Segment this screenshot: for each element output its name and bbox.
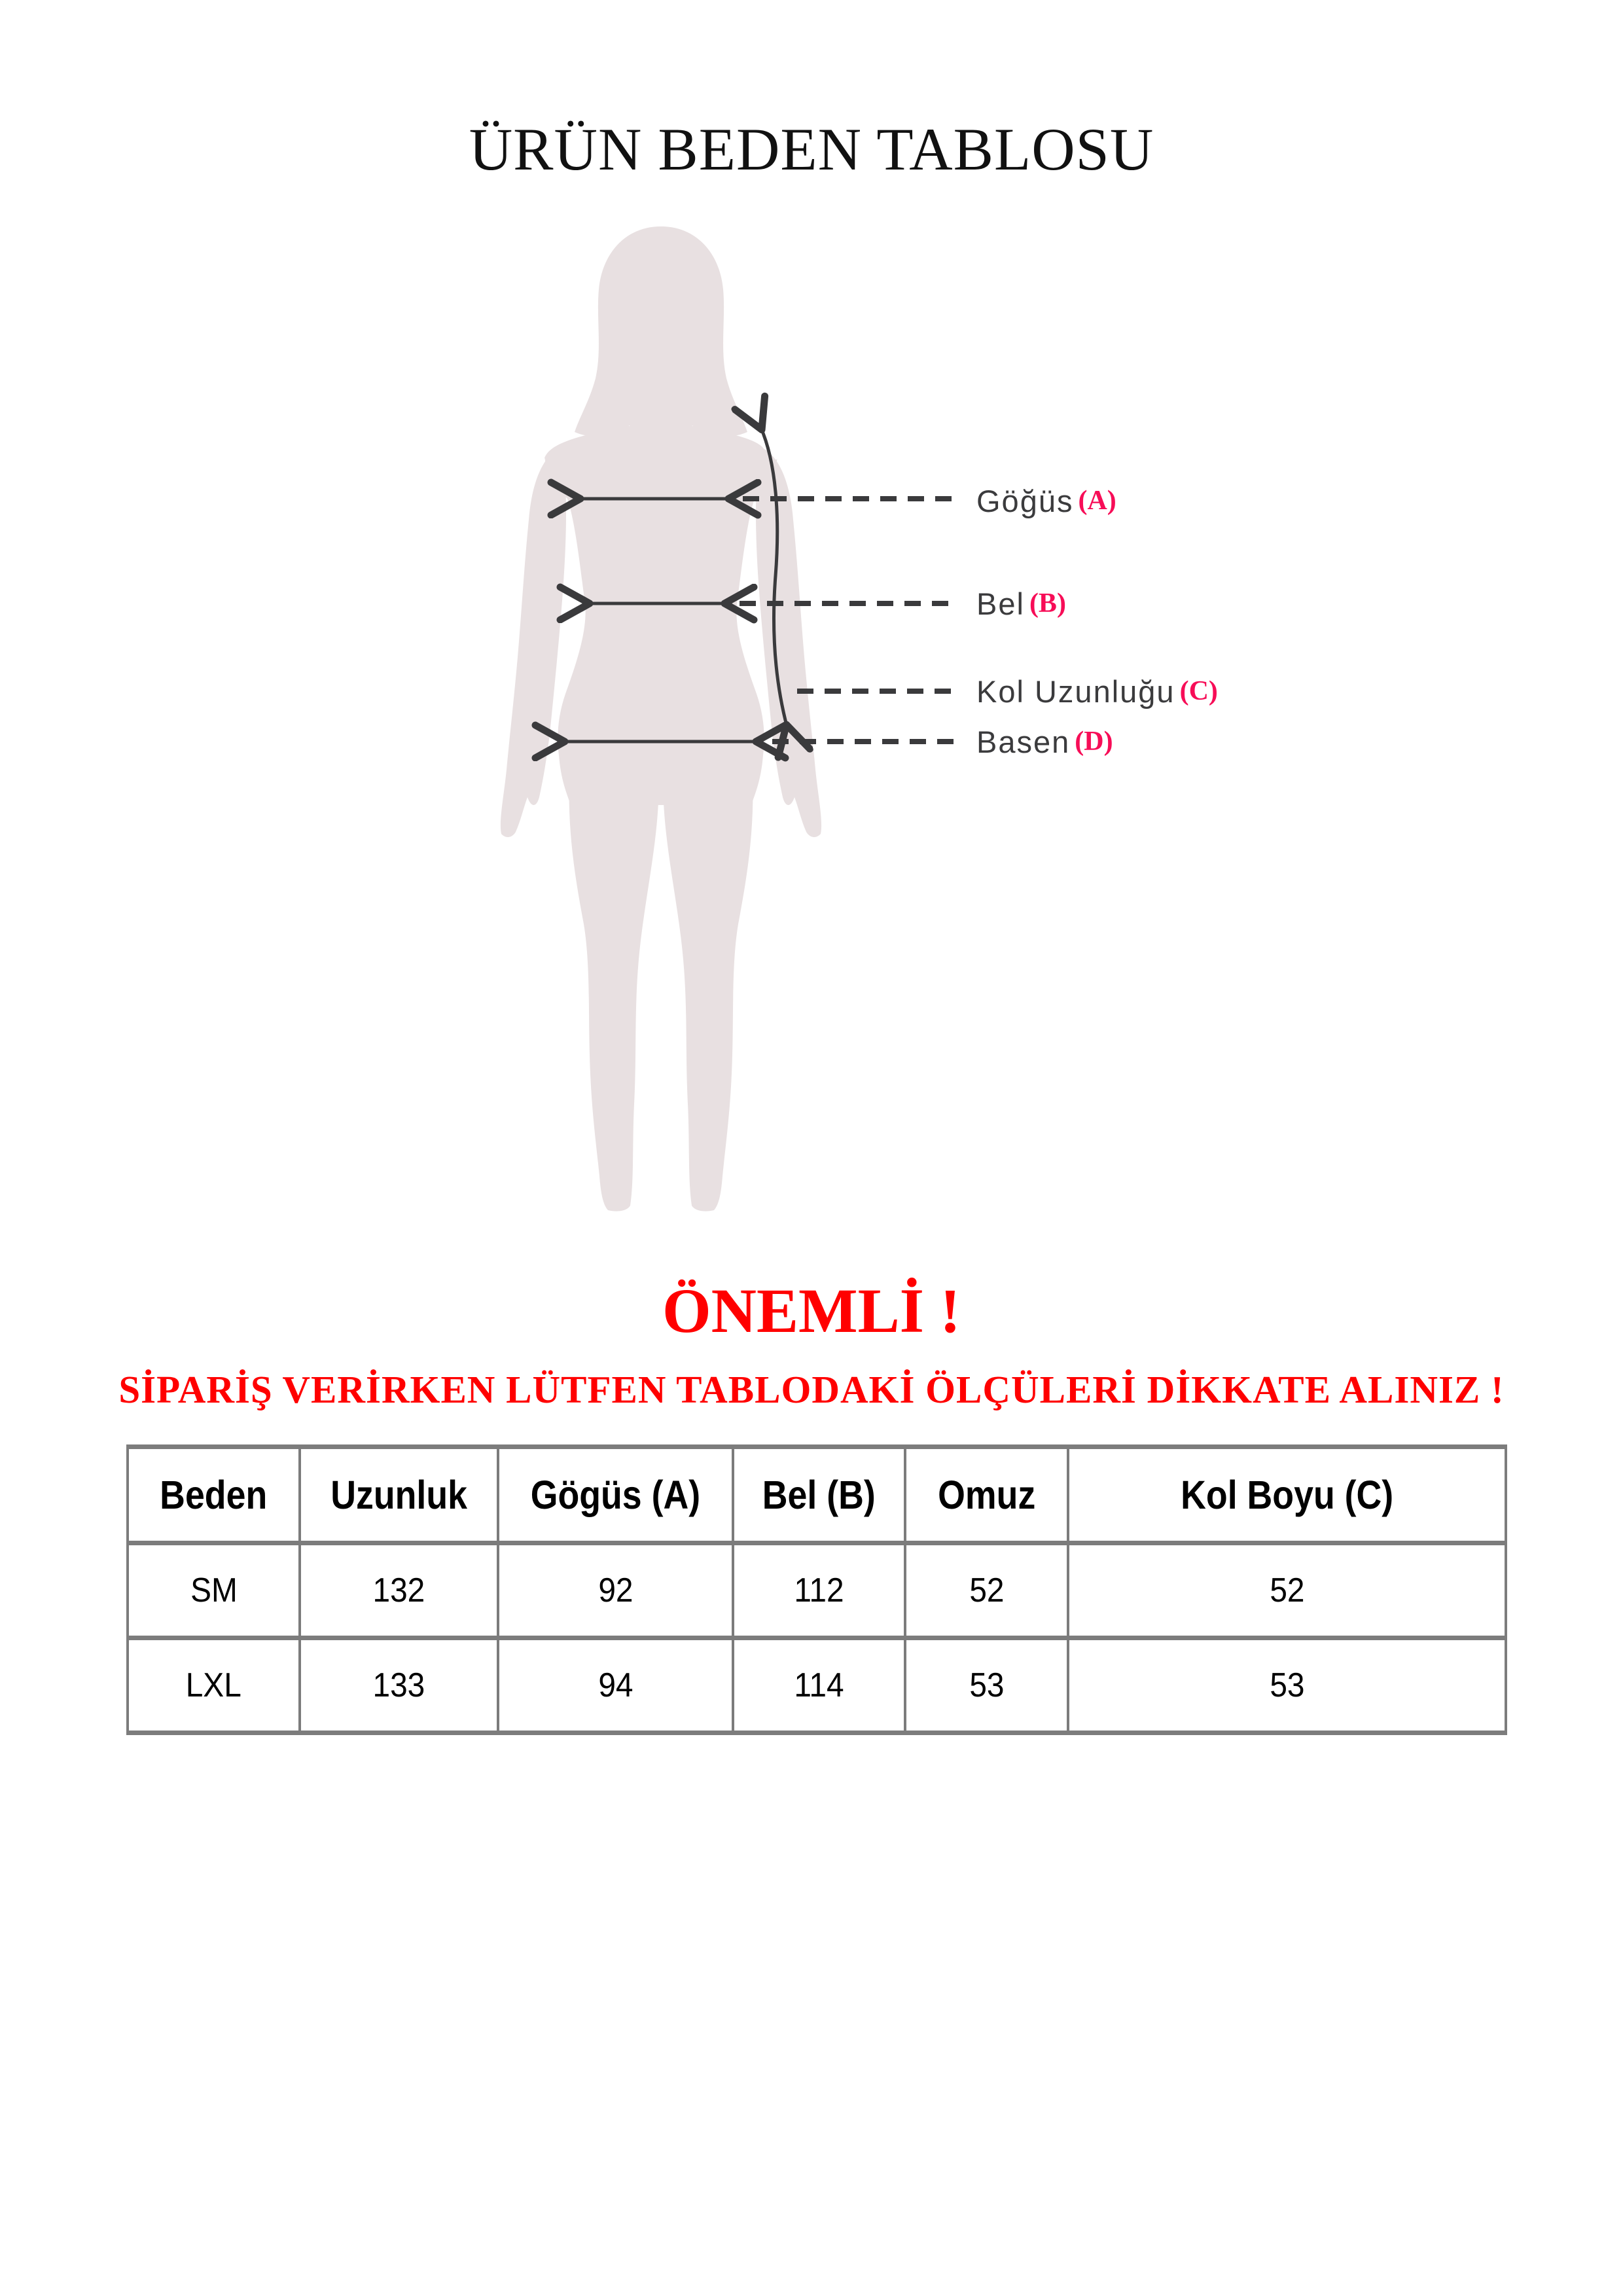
silhouette-left-arm: [501, 449, 566, 837]
cell-sm-uzunluk: 132: [300, 1543, 498, 1638]
silhouette-shoulders: [544, 425, 766, 501]
cell-sm-omuz: 52: [905, 1543, 1068, 1638]
header-beden: Beden: [128, 1447, 300, 1543]
silhouette-head: [575, 226, 747, 437]
size-table: [126, 1444, 1507, 1735]
cell-lxl-beden: LXL: [128, 1638, 300, 1733]
cell-lxl-bel: 114: [733, 1638, 905, 1733]
arm-length-label-text: Kol Uzunluğu: [976, 673, 1175, 709]
label-hip: [976, 719, 1113, 764]
label-arm-length: [976, 669, 1218, 713]
silhouette-left-leg: [569, 753, 660, 1211]
silhouette-right-arm: [756, 449, 821, 837]
chest-label-code: (A): [1078, 486, 1116, 516]
header-omuz: Omuz: [905, 1447, 1068, 1543]
header-bel: Bel (B): [733, 1447, 905, 1543]
cell-sm-gogus: 92: [498, 1543, 733, 1638]
table-row-sm: [128, 1543, 1506, 1638]
cell-lxl-kol-boyu: 53: [1068, 1638, 1506, 1733]
cell-lxl-omuz: 53: [905, 1638, 1068, 1733]
cell-sm-bel: 112: [733, 1543, 905, 1638]
silhouette-right-leg: [662, 753, 753, 1211]
cell-sm-kol-boyu: 52: [1068, 1543, 1506, 1638]
cell-lxl-gogus: 94: [498, 1638, 733, 1733]
hip-label-code: (D): [1075, 726, 1113, 757]
female-silhouette: [501, 226, 821, 1211]
label-chest: [976, 478, 1116, 523]
cell-lxl-uzunluk: 133: [300, 1638, 498, 1733]
header-uzunluk: Uzunluk: [300, 1447, 498, 1543]
header-gogus: Gögüs (A): [498, 1447, 733, 1543]
arm-length-label-code: (C): [1179, 676, 1218, 706]
table-row-lxl: [128, 1638, 1506, 1733]
chest-label-text: Göğüs: [976, 483, 1074, 518]
important-heading: ÖNEMLİ !: [662, 1276, 961, 1346]
hip-label-text: Basen: [976, 724, 1071, 759]
header-kol-boyu: Kol Boyu (C): [1068, 1447, 1506, 1543]
warning-text: SİPARİŞ VERİRKEN LÜTFEN TABLODAKİ ÖLÇÜLERİ DİKKATE ALINIZ !: [118, 1368, 1505, 1411]
page-title: ÜRÜN BEDEN TABLOSU: [469, 116, 1154, 183]
waist-label-text: Bel: [976, 586, 1025, 621]
label-waist: [976, 581, 1066, 626]
cell-sm-beden: SM: [128, 1543, 300, 1638]
size-table-header-row: [128, 1447, 1506, 1543]
waist-label-code: (B): [1029, 588, 1066, 619]
